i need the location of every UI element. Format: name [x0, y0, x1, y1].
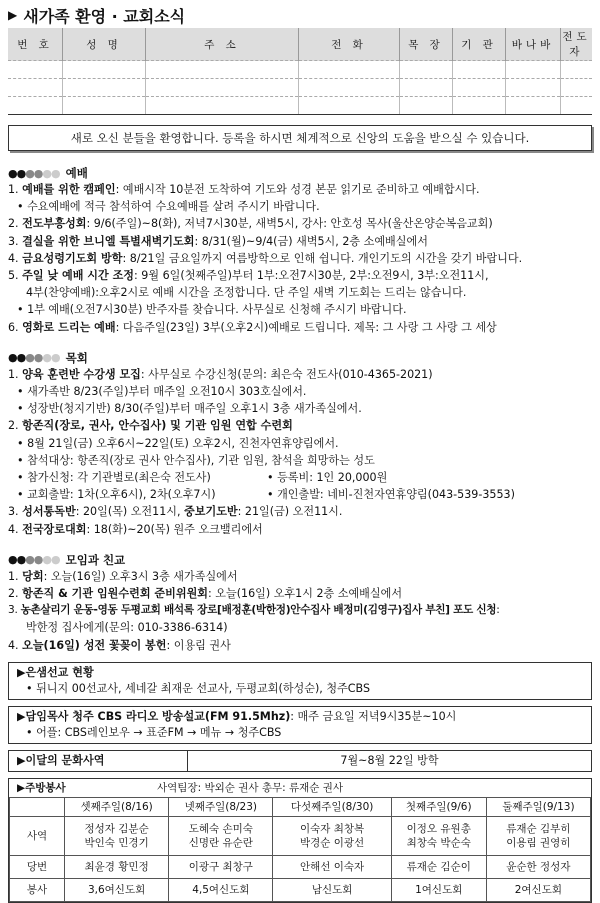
- table-row: 당번 최윤경 황민정 이광구 최창구 안해선 이숙자 류재순 김순이 윤순한 정성자: [10, 855, 591, 878]
- col-mokjang: 목 장: [400, 28, 453, 61]
- service-table: [9, 797, 591, 902]
- dots-icon: ●●●●●●: [8, 553, 60, 567]
- list-item: 3. 성서통독반: 20일(목) 오전11시, 중보기도반: 21일(금) 오전11시.: [8, 505, 343, 519]
- section-heading: ●●●●●● 예배: [8, 166, 88, 180]
- ministry-section: [8, 350, 592, 538]
- col-week: 넷째주일(8/23): [169, 797, 273, 816]
- culture-box: [8, 750, 592, 772]
- list-item: 3. 농촌살리기 운동-영동 두평교회 배석록 장로[배정훈(박한정)안수집사 배정미(김영구)집사 부친] 포도 신청:: [8, 604, 500, 617]
- list-item: 1. 당회: 오늘(16일) 오후3시 3층 새가족실에서: [8, 569, 238, 583]
- col-barnabas: 바나바: [506, 28, 561, 61]
- bulletin-page: [8, 0, 592, 897]
- list-item: 6. 영화로 드리는 예배: 다음주일(23일) 3부(오후2시)예배로 드립니다. 제목: 그 사랑 그 사랑 그 세상: [8, 320, 497, 334]
- list-item: • 참가신청: 각 기관별로(최은숙 전도사) • 등록비: 1인 20,000원: [17, 471, 388, 485]
- table-row: 봉사 3,6여신도회 4,5여신도회 남신도회 1여신도회 2여신도회: [10, 878, 591, 901]
- list-item: 2. 전도부흥성회: 9/6(주일)~8(화), 저녁7시30분, 새벽5시, 강사: 안호성 목사(울산온양순복음교회): [8, 217, 493, 231]
- section-heading: ●●●●●● 목회: [8, 350, 88, 365]
- triangle-icon: ▶: [8, 8, 18, 22]
- col-number: 번 호: [8, 28, 63, 61]
- culture-value: 7월~8월 22일 방학: [340, 753, 439, 767]
- list-item: 2. 항존직(장로, 권사, 안수집사) 및 기관 임원 연합 수련회: [8, 419, 293, 433]
- col-phone: 전 화: [299, 28, 400, 61]
- col-name: 성 명: [63, 28, 146, 61]
- col-evangelist: 전도자: [561, 28, 593, 61]
- worship-section: [8, 165, 592, 336]
- col-address: 주 소: [146, 28, 299, 61]
- list-item: • 성장반(청지기반) 8/30(주일)부터 매주일 오후1시 3층 새가족실에서.: [17, 402, 362, 416]
- col-week: 셋째주일(8/16): [65, 797, 169, 816]
- table-row[interactable]: [8, 97, 592, 115]
- culture-label: ▶이달의 문화사역: [9, 751, 188, 771]
- list-item: 4. 금요성령기도회 방학: 8/21일 금요일까지 여름방학으로 인해 쉽니다. 개인기도의 시간을 갖기 바랍니다.: [8, 251, 523, 265]
- list-item: 3. 결실을 위한 브니엘 특별새벽기도회: 8/31(월)~9/4(금) 새벽5시, 2층 소예배실에서: [8, 234, 428, 248]
- col-week: 첫째주일(9/6): [391, 797, 486, 816]
- dots-icon: ●●●●●●: [8, 166, 60, 180]
- list-item: 2. 항존직 & 기관 임원수련회 준비위원회: 오늘(16일) 오후1시 2층 소예배실에서: [8, 587, 403, 601]
- service-header: [9, 779, 591, 797]
- table-row: 사역 정성자 김분순 박인숙 민경기 도혜숙 손미숙 신명란 유순란 이숙자 최창복 박경순 이광선 이정오 유원총 최창숙 박순숙 류재순 김부히 이용림 권영히: [10, 816, 591, 855]
- list-item: 4부(찬양예배):오후2시로 예배 시간을 조정합니다. 단 주일 새벽 기도회는 드리는 않습니다.: [26, 286, 467, 300]
- col-week: 둘째주일(9/13): [486, 797, 590, 816]
- dots-icon: ●●●●●●: [8, 351, 60, 365]
- registration-table: [8, 28, 592, 115]
- col-week: 다섯째주일(8/30): [273, 797, 391, 816]
- missions-box: [8, 662, 592, 700]
- welcome-banner: 새로 오신 분들을 환영합니다. 등록을 하시면 체계적으로 신앙의 도움을 받으실 수 있습니다.: [8, 125, 592, 151]
- radio-heading: ▶담임목사 청주 CBS 라디오 방송설교(FM 91.5Mhz): 매주 금요일 저녁9시35분~10시: [17, 709, 457, 723]
- list-item: • 8월 21일(금) 오후6시~22일(토) 오후2시, 진천자연휴양림에서.: [17, 436, 339, 450]
- list-item: 1. 양육 훈련반 수강생 모집: 사무실로 수강신청(문의: 최은숙 전도사(010-4365-2021): [8, 367, 433, 381]
- list-item: 4. 오늘(16일) 성전 꽃꽂이 봉헌: 이용림 권사: [8, 638, 231, 652]
- table-row[interactable]: [8, 79, 592, 97]
- radio-app-line: • 어플: CBS레인보우 → 표준FM → 메뉴 → 청주CBS: [26, 725, 282, 739]
- list-item: • 1부 예배(오전7시30분) 반주자를 찾습니다. 사무실로 신청해 주시기 바랍니다.: [17, 303, 407, 317]
- service-leaders: 사역팀장: 박외순 권사 총무: 류재순 권사: [157, 782, 344, 795]
- missions-heading: ▶은샘선교 현황: [17, 665, 94, 679]
- list-item: 4. 전국장로대회: 18(화)~20(목) 원주 오크밸리에서: [8, 522, 263, 536]
- col-organ: 기 관: [453, 28, 506, 61]
- list-item: • 수요예배에 적극 참석하여 수요예배를 살려 주시기 바랍니다.: [17, 200, 320, 214]
- list-item: 5. 주일 낮 예배 시간 조정: 9월 6일(첫째주일)부터 1부:오전7시30분, 2부:오전9시, 3부:오전11시,: [8, 269, 489, 283]
- list-item: 1. 예배를 위한 캠페인: 예배시작 10분전 도착하여 기도와 성경 본문 읽기로 준비하고 예배합시다.: [8, 183, 480, 196]
- missions-line: • 뒤니지 00선교사, 세네갈 최재운 선교사, 두평교회(하성순), 청주CBS: [26, 681, 370, 695]
- list-item: 박한정 집사에게(문의: 010-3386-6314): [26, 621, 228, 635]
- list-item: • 교회출발: 1차(오후6시), 2차(오후7시) • 개인출발: 네비-진천자연휴양림(043-539-3553): [17, 488, 515, 502]
- kitchen-service-box: [8, 778, 592, 903]
- meetings-section: [8, 552, 592, 654]
- table-row[interactable]: [8, 61, 592, 79]
- list-item: • 새가족반 8/23(주일)부터 매주일 오전10시 303호실에서.: [17, 385, 307, 399]
- service-heading: ▶주방봉사: [17, 782, 66, 795]
- page-title: ▶ 새가족 환영 · 교회소식: [8, 6, 186, 26]
- list-item: • 참석대상: 항존직(장로 권사 안수집사), 기관 임원, 참석을 희망하는 성도: [17, 453, 375, 467]
- radio-box: [8, 706, 592, 744]
- section-heading: ●●●●●● 모임과 친교: [8, 552, 126, 567]
